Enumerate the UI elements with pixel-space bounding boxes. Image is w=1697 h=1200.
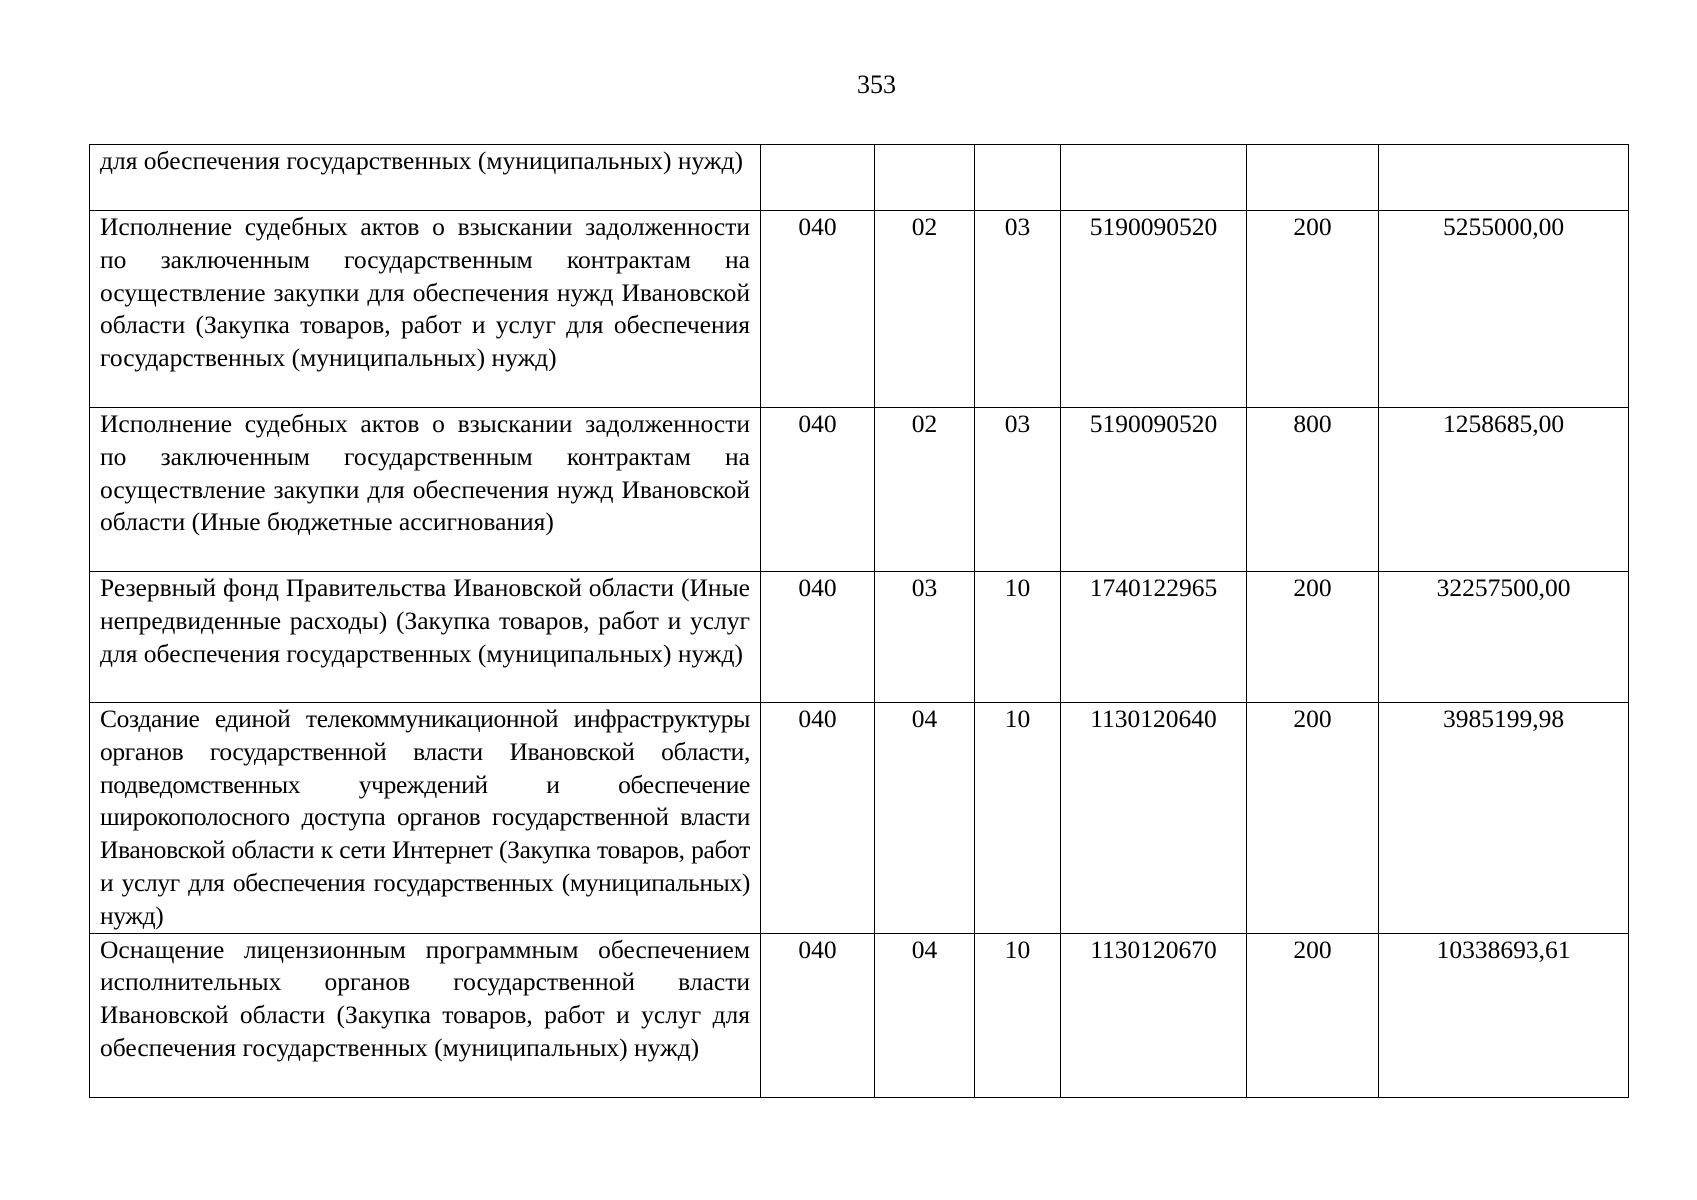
row-description: Исполнение судебных актов о взыскании задолженности по заключенным государственным контрактам на осуществление закупки для обеспечения нужд Ивановской области (Закупка товаров, работ и услуг для обеспечения государственных (муниципальных) нужд) <box>90 211 761 408</box>
amount-value: 10338693,61 <box>1379 933 1629 1097</box>
section-code: 02 <box>875 211 975 408</box>
row-description: Создание единой телекоммуникационной инфраструктуры органов государственной власти Ивановской области, подведомственных учреждений и обеспечение широкополосного доступа органов государственной власти Ивановской области к сети Интернет (Закупка товаров, работ и услуг для обеспечения государственных (муниципальных) нужд) <box>90 703 761 934</box>
target-article-code: 5190090520 <box>1061 211 1247 408</box>
amount-value: 3985199,98 <box>1379 703 1629 934</box>
subsection-code: 03 <box>975 408 1061 572</box>
ministry-code: 040 <box>761 703 875 934</box>
expense-type-code: 200 <box>1247 703 1379 934</box>
section-code: 02 <box>875 408 975 572</box>
table-row <box>90 933 1629 1097</box>
ministry-code: 040 <box>761 211 875 408</box>
row-description: Исполнение судебных актов о взыскании задолженности по заключенным государственным контрактам на осуществление закупки для обеспечения нужд Ивановской области (Иные бюджетные ассигнования) <box>90 408 761 572</box>
ministry-code: 040 <box>761 572 875 703</box>
expense-type-code <box>1247 145 1379 211</box>
table-row <box>90 572 1629 703</box>
page-number: 353 <box>857 70 896 99</box>
subsection-code: 10 <box>975 933 1061 1097</box>
expense-type-code: 200 <box>1247 572 1379 703</box>
section-code: 04 <box>875 703 975 934</box>
table-row <box>90 211 1629 408</box>
target-article-code <box>1061 145 1247 211</box>
budget-table <box>89 144 1629 1098</box>
target-article-code: 5190090520 <box>1061 408 1247 572</box>
section-code <box>875 145 975 211</box>
subsection-code: 03 <box>975 211 1061 408</box>
table-row <box>90 703 1629 934</box>
ministry-code: 040 <box>761 408 875 572</box>
amount-value: 5255000,00 <box>1379 211 1629 408</box>
table-row <box>90 408 1629 572</box>
ministry-code: 040 <box>761 933 875 1097</box>
ministry-code <box>761 145 875 211</box>
section-code: 04 <box>875 933 975 1097</box>
amount-value: 32257500,00 <box>1379 572 1629 703</box>
target-article-code: 1130120640 <box>1061 703 1247 934</box>
target-article-code: 1740122965 <box>1061 572 1247 703</box>
expense-type-code: 200 <box>1247 933 1379 1097</box>
row-description: Оснащение лицензионным программным обеспечением исполнительных органов государственной власти Ивановской области (Закупка товаров, работ и услуг для обеспечения государственных (муниципальных) нужд) <box>90 933 761 1097</box>
row-description: для обеспечения государственных (муниципальных) нужд) <box>90 145 761 211</box>
amount-value <box>1379 145 1629 211</box>
table-row <box>90 145 1629 211</box>
subsection-code: 10 <box>975 572 1061 703</box>
target-article-code: 1130120670 <box>1061 933 1247 1097</box>
row-description: Резервный фонд Правительства Ивановской области (Иные непредвиденные расходы) (Закупка товаров, работ и услуг для обеспечения государственных (муниципальных) нужд) <box>90 572 761 703</box>
expense-type-code: 200 <box>1247 211 1379 408</box>
subsection-code: 10 <box>975 703 1061 934</box>
section-code: 03 <box>875 572 975 703</box>
expense-type-code: 800 <box>1247 408 1379 572</box>
amount-value: 1258685,00 <box>1379 408 1629 572</box>
subsection-code <box>975 145 1061 211</box>
